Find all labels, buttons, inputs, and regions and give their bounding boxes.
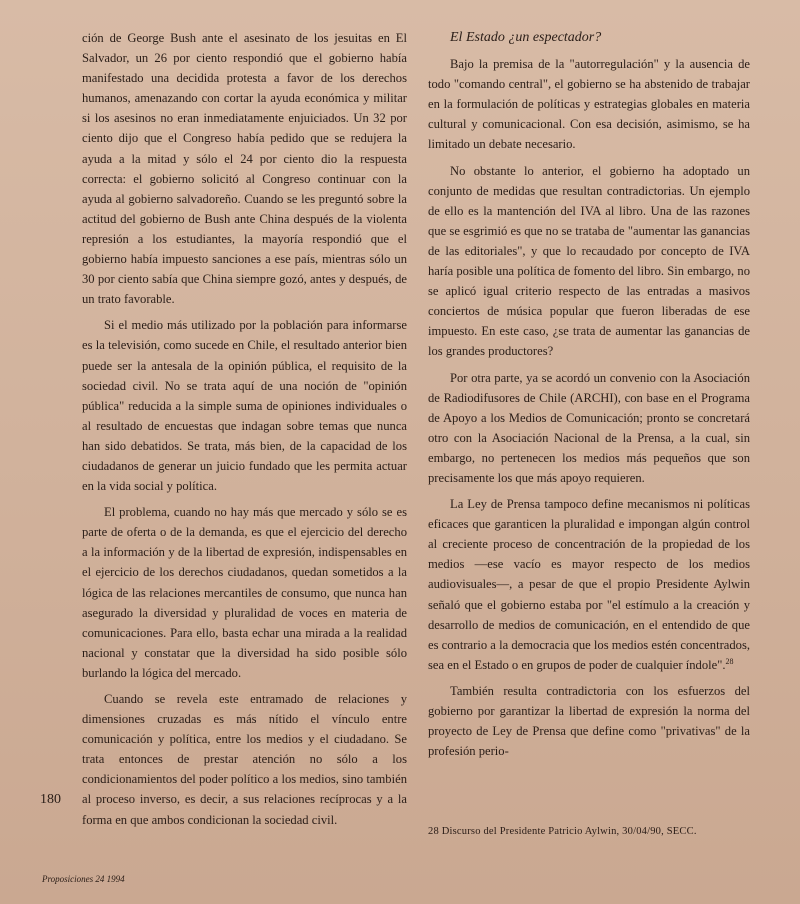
left-text-column [82, 28, 407, 836]
paragraph-text: La Ley de Prensa tampoco define mecanismos ni políticas eficaces que garanticen la pluralidad e impongan algún control al creciente proceso de concentración de la propiedad de los medios —ese vacío es mayor respecto de los medios audiovisuales—, a pesar de que el propio Presidente Aylwin señaló que el gobierno estaba por "el estímulo a la creación y desarrollo de medios de comunicación, en el entendido de que es contrario a la democracia que los medios estén concentrados, sea en el Estado o en grupos de poder de cualquier índole". [428, 497, 750, 672]
section-heading: El Estado ¿un espectador? [450, 30, 602, 45]
paragraph: Si el medio más utilizado por la población para informarse es la televisión, como sucede en Chile, el resultado anterior bien puede ser la antesala de la opinión pública, el requisito de la sociedad civil. No se trata aquí de una noción de "opinión pública" reducida a la simple suma de opiniones individuales o al resultado de encuestas que indagan sobre temas que nunca han sido debatidos. Se trata, más bien, de la capacidad de los ciudadanos de generar un juicio fundado que les permita actuar en la vida social y política. [82, 318, 407, 494]
paragraph-with-footnote [428, 494, 750, 675]
footnote-reference[interactable]: 28 [725, 656, 734, 666]
paragraph: El problema, cuando no hay más que mercado y sólo se es parte de oferta o de la demanda, es que el ejercicio del derecho a la información y de la libertad de expresión, indispensables en el ejercicio de los derechos ciudadanos, quedan sometidos a la lógica de las relaciones mercantiles de consumo, que nunca han asegurado la diversidad y pluralidad de voces en materia de comunicaciones. Para ello, basta echar una mirada a la realidad nacional y constatar que la diversidad ha sido posible sólo burlando la lógica del mercado. [82, 505, 407, 680]
paragraph: No obstante lo anterior, el gobierno ha adoptado un conjunto de medidas que resultan contradictorias. Un ejemplo de ello es la mantención del IVA al libro. Una de las razones que se esgrimió es que no se trataba de "aumentar las ganancias de las editoriales", y que lo recaudado por concepto de IVA haría posible una política de fomento del libro. Sin embargo, no se aplicó igual criterio respecto de las entradas a masivos conciertos de música popular que fueron liberadas de ese impuesto. En este caso, ¿se trata de aumentar las ganancias de los grandes productores? [428, 163, 750, 359]
right-text-column [428, 28, 750, 767]
paragraph: Bajo la premisa de la "autorregulación" y la ausencia de todo "comando central", el gobierno se ha abstenido de trabajar en la formulación de políticas y estrategias globales en materia cultural y comunicacional. Con esa decisión, asimismo, se ha limitado un debate necesario. [428, 57, 750, 152]
page-number: 180 [40, 792, 61, 807]
paragraph: También resulta contradictoria con los esfuerzos del gobierno por garantizar la libertad de expresión la norma del proyecto de Ley de Prensa que define como "privativas" de la profesión perio- [428, 683, 750, 759]
footnote: 28 Discurso del Presidente Patricio Aylwin, 30/04/90, SECC. [428, 826, 697, 837]
paragraph: ción de George Bush ante el asesinato de los jesuitas en El Salvador, un 26 por ciento respondió que el gobierno había manifestado una decidida protesta a favor de los derechos humanos, amenazando con cortar la ayuda económica y militar si los asesinos no eran inmediatamente enjuiciados. Un 32 por ciento dijo que el Congreso había pedido que se redujera la ayuda a la mitad y sólo el 24 por ciento dio la respuesta correcta: el gobierno solicitó al Congreso continuar con la ayuda al gobierno salvadoreño. Cuando se les preguntó sobre la actitud del gobierno de Bush ante China después de la violenta represión a los estudiantes, la mayoría respondió que el gobierno había impuesto sanciones a ese país, mientras sólo un 30 por ciento sabía que China siempre gozó, antes y después, de un trato favorable. [82, 31, 407, 307]
paragraph: Cuando se revela este entramado de relaciones y dimensiones cruzadas es más nítido el vínculo entre comunicación y política, entre los medios y el ciudadano. Se trata entonces de prestar atención no sólo a los condicionamientos del poder político a los medios, sino también al proceso inverso, es decir, a sus relaciones recíprocas y a la forma en que ambos condicionan la sociedad civil. [82, 692, 407, 827]
running-footer: Proposiciones 24 1994 [42, 874, 125, 884]
paragraph: Por otra parte, ya se acordó un convenio con la Asociación de Radiodifusores de Chile (ARCHI), con base en el Programa de Apoyo a los Medios de Comunicación; pronto se concretará otro con la Asociación Nacional de la Prensa, a la cual, sin embargo, no pertenecen los medios más pequeños que son precisamente los que más apoyo requieren. [428, 370, 750, 485]
